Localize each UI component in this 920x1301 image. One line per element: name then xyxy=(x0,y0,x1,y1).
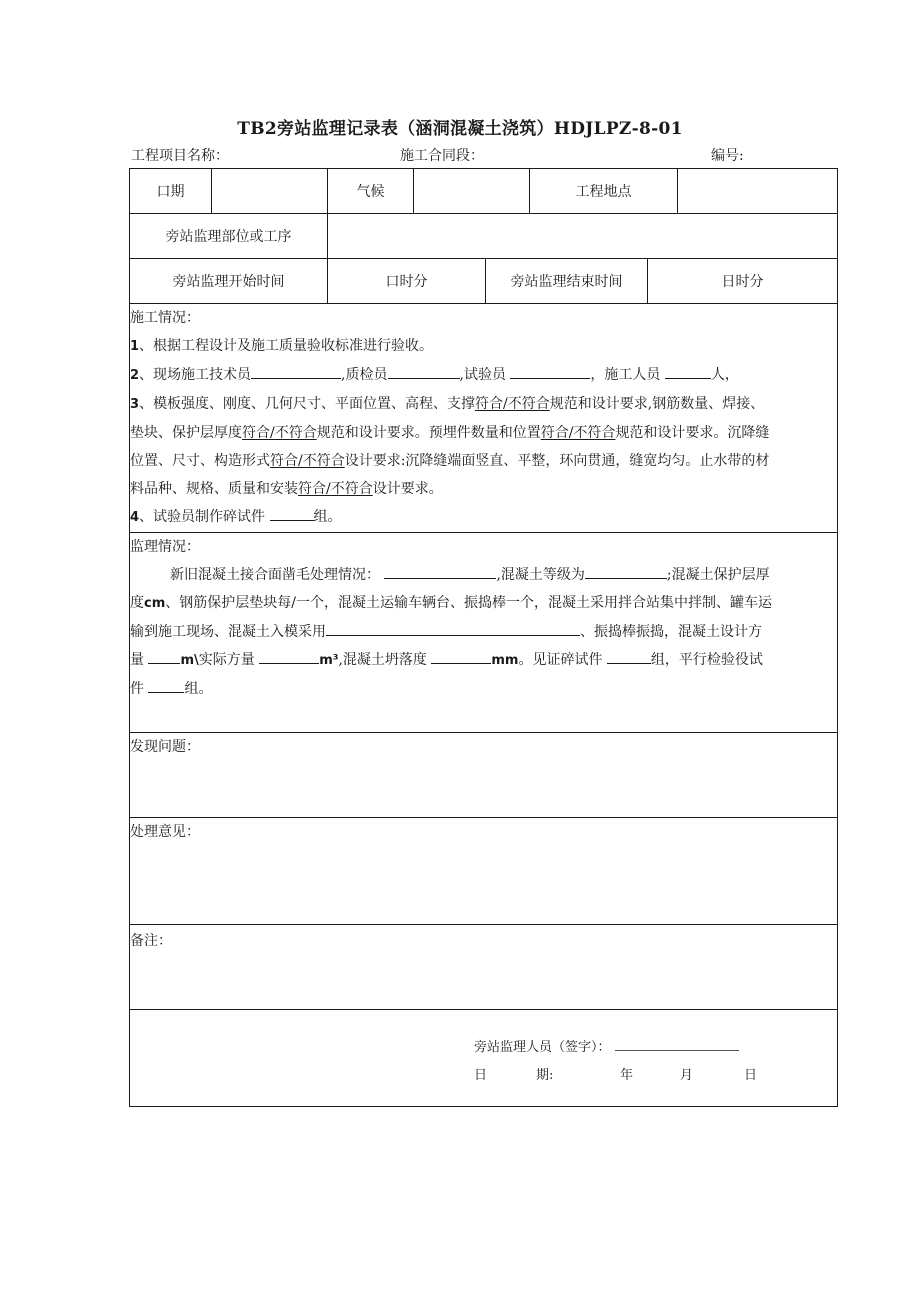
problems-label: 发现问题： xyxy=(130,739,200,755)
supervision-line-1: 新旧混凝土接合面凿毛处理情况： ,混凝土等级为 ;混凝土保护层厚 xyxy=(130,561,837,589)
supervision-line-3: 输到施工现场、混凝土入模采用 、振捣棒振捣，混凝土设计方 xyxy=(130,618,837,646)
row-signature xyxy=(130,1010,838,1107)
row-supervision-status xyxy=(130,533,838,733)
row-construction-status xyxy=(130,304,838,533)
day-label: 日 xyxy=(744,1068,758,1083)
signature-blank[interactable] xyxy=(615,1036,739,1051)
date-label: 口期 xyxy=(130,169,212,214)
workers-count-blank[interactable] xyxy=(665,364,711,379)
concrete-grade-blank[interactable] xyxy=(585,564,667,579)
construction-item-3-line-3: 位置、尺寸、构造形式符合/不符合设计要求:沉降缝端面竖直、平整，环向贯通，缝宽均匀。止水带的材 xyxy=(130,453,770,469)
inspector-blank[interactable] xyxy=(388,364,460,379)
location-label: 工程地点 xyxy=(530,169,678,214)
page-title: TB2旁站监理记录表（涵洞混凝土浇筑）HDJLPZ-8-01 xyxy=(237,119,683,139)
row-supervision-part xyxy=(130,214,838,259)
end-time-label: 旁站监理结束时间 xyxy=(486,259,648,304)
row-date-weather-location xyxy=(130,169,838,214)
design-volume-blank[interactable] xyxy=(148,649,180,664)
supervision-part-value-cell[interactable] xyxy=(328,214,838,259)
form-number-label: 编号: xyxy=(711,148,744,164)
supervision-status-cell xyxy=(130,533,838,733)
construction-item-3-line-1: 3、模板强度、刚度、几何尺寸、平面位置、高程、支撑符合/不符合规范和设计要求,钢筋数量、焊接、 xyxy=(130,396,765,412)
witness-specimen-blank[interactable] xyxy=(607,649,651,664)
contract-section-label: 施工合同段： xyxy=(400,148,484,164)
construction-status-cell xyxy=(130,304,838,533)
supervision-line-2: 度cm、钢筋保护层垫块每/一个，混凝土运输车辆台、振捣棒一个，混凝土采用拌合站集中拌制、罐车运 xyxy=(130,595,772,611)
date-label-2: 期: xyxy=(536,1068,554,1083)
supervision-line-5: 件 组。 xyxy=(130,675,837,703)
placing-method-blank[interactable] xyxy=(326,621,580,636)
tester-blank[interactable] xyxy=(510,364,590,379)
row-opinion xyxy=(130,818,838,925)
end-time-value[interactable]: 日时分 xyxy=(648,259,838,304)
project-name-label: 工程项目名称： xyxy=(131,148,229,164)
start-time-value[interactable]: 口时分 xyxy=(328,259,486,304)
signature-cell xyxy=(130,1010,838,1107)
remarks-cell[interactable] xyxy=(130,925,838,1010)
supervision-part-label: 旁站监理部位或工序 xyxy=(130,214,328,259)
weather-label: 气候 xyxy=(328,169,414,214)
construction-heading: 施工情况： xyxy=(130,310,200,326)
signature-date-line xyxy=(474,1064,774,1082)
date-label-1: 日 xyxy=(474,1068,488,1083)
specimen-groups-blank[interactable] xyxy=(270,506,314,521)
month-label: 月 xyxy=(680,1068,694,1083)
start-time-label: 旁站监理开始时间 xyxy=(130,259,328,304)
row-start-end-time xyxy=(130,259,838,304)
signature-line xyxy=(474,1036,739,1055)
parallel-test-blank[interactable] xyxy=(148,678,184,693)
remarks-label: 备注： xyxy=(130,933,172,949)
chiseling-blank[interactable] xyxy=(384,564,496,579)
opinion-label: 处理意见： xyxy=(130,824,200,840)
construction-item-3-line-2: 垫块、保护层厚度符合/不符合规范和设计要求。预埋件数量和位置符合/不符合规范和设计要求。沉降缝 xyxy=(130,425,770,441)
slump-blank[interactable] xyxy=(431,649,491,664)
year-label: 年 xyxy=(620,1068,634,1083)
supervision-record-table xyxy=(129,168,838,1107)
construction-item-1: 1、根据工程设计及施工质量验收标准进行验收。 xyxy=(130,338,434,354)
weather-value-cell[interactable] xyxy=(414,169,530,214)
construction-item-4: 4、试验员制作碎试件 组。 xyxy=(130,503,837,532)
problems-cell[interactable] xyxy=(130,733,838,818)
row-remarks xyxy=(130,925,838,1010)
row-problems xyxy=(130,733,838,818)
actual-volume-blank[interactable] xyxy=(259,649,319,664)
technician-blank[interactable] xyxy=(251,364,341,379)
date-value-cell[interactable] xyxy=(212,169,328,214)
signature-label: 旁站监理人员（签字）： xyxy=(474,1040,611,1055)
location-value-cell[interactable] xyxy=(678,169,838,214)
construction-item-2: 2、现场施工技术员 ,质检员 ,试验员 ，施工人员 人， xyxy=(130,361,837,390)
supervision-line-4: 量 m\实际方量 m³,混凝土坍落度 mm。见证碎试件 组，平行检验役试 xyxy=(130,646,837,675)
construction-item-3-line-4: 料品种、规格、质量和安装符合/不符合设计要求。 xyxy=(130,481,443,497)
opinion-cell[interactable] xyxy=(130,818,838,925)
supervision-heading: 监理情况： xyxy=(130,539,200,555)
